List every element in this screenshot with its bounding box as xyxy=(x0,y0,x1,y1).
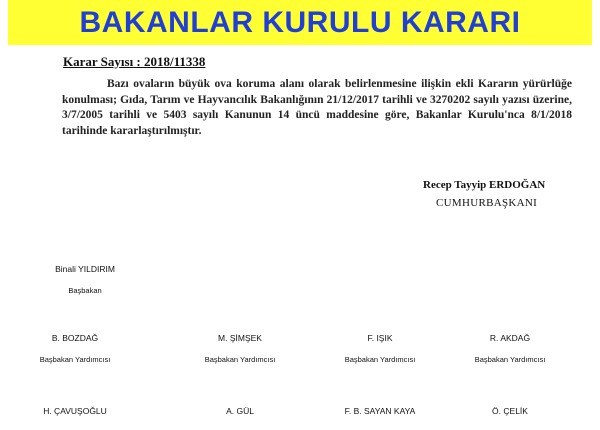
decision-body-text: Bazı ovaların büyük ova koruma alanı olarak belirlenmesine ilişkin ekli Kararın yürürlüğe konulması; Gıda, Tarım ve Hayvancılık Bakanlığının 21/12/2017 tarihli ve 3270202 sayılı yazısı üzerine, 3/7/2005 tarihli ve 5403 sayılı Kanunun 14 üncü maddesine göre, Bakanlar Kurulu'nca 8/1/2018 tarihinde kararlaştırılmıştır. xyxy=(62,78,572,137)
prime-minister-signature xyxy=(30,264,140,295)
signatory-name: R. AKDAĞ xyxy=(489,333,531,343)
signature-block xyxy=(320,406,440,416)
signatory-name: B. BOZDAĞ xyxy=(51,333,99,343)
signatory-name: F. IŞIK xyxy=(367,333,393,343)
signatory-title: Başbakan Yardımcısı xyxy=(344,355,416,364)
signature-block xyxy=(450,333,570,364)
president-name: Recep Tayyip ERDOĞAN xyxy=(423,179,546,191)
signature-block xyxy=(15,333,135,364)
signature-block xyxy=(320,333,440,364)
decision-number: Karar Sayısı : 2018/11338 xyxy=(63,54,206,69)
signatory-name: Ö. ÇELİK xyxy=(492,406,528,416)
signatory-title: Başbakan Yardımcısı xyxy=(474,355,546,364)
signature-block xyxy=(180,406,300,416)
signature-block xyxy=(15,406,135,416)
page-title: BAKANLAR KURULU KARARI xyxy=(79,5,521,39)
president-title: CUMHURBAŞKANI xyxy=(436,197,538,209)
signatory-title: Başbakan Yardımcısı xyxy=(39,355,111,364)
signature-block xyxy=(450,406,570,416)
signatory-name: A. GÜL xyxy=(226,406,254,416)
signatory-name: F. B. SAYAN KAYA xyxy=(344,406,416,416)
signatory-name: M. ŞİMŞEK xyxy=(218,333,262,343)
signature-block xyxy=(180,333,300,364)
signatory-title: Başbakan xyxy=(68,286,102,295)
signatory-name: H. ÇAVUŞOĞLU xyxy=(43,406,107,416)
title-banner xyxy=(8,0,592,45)
signatory-name: Binali YILDIRIM xyxy=(55,264,115,274)
signatory-title: Başbakan Yardımcısı xyxy=(204,355,276,364)
